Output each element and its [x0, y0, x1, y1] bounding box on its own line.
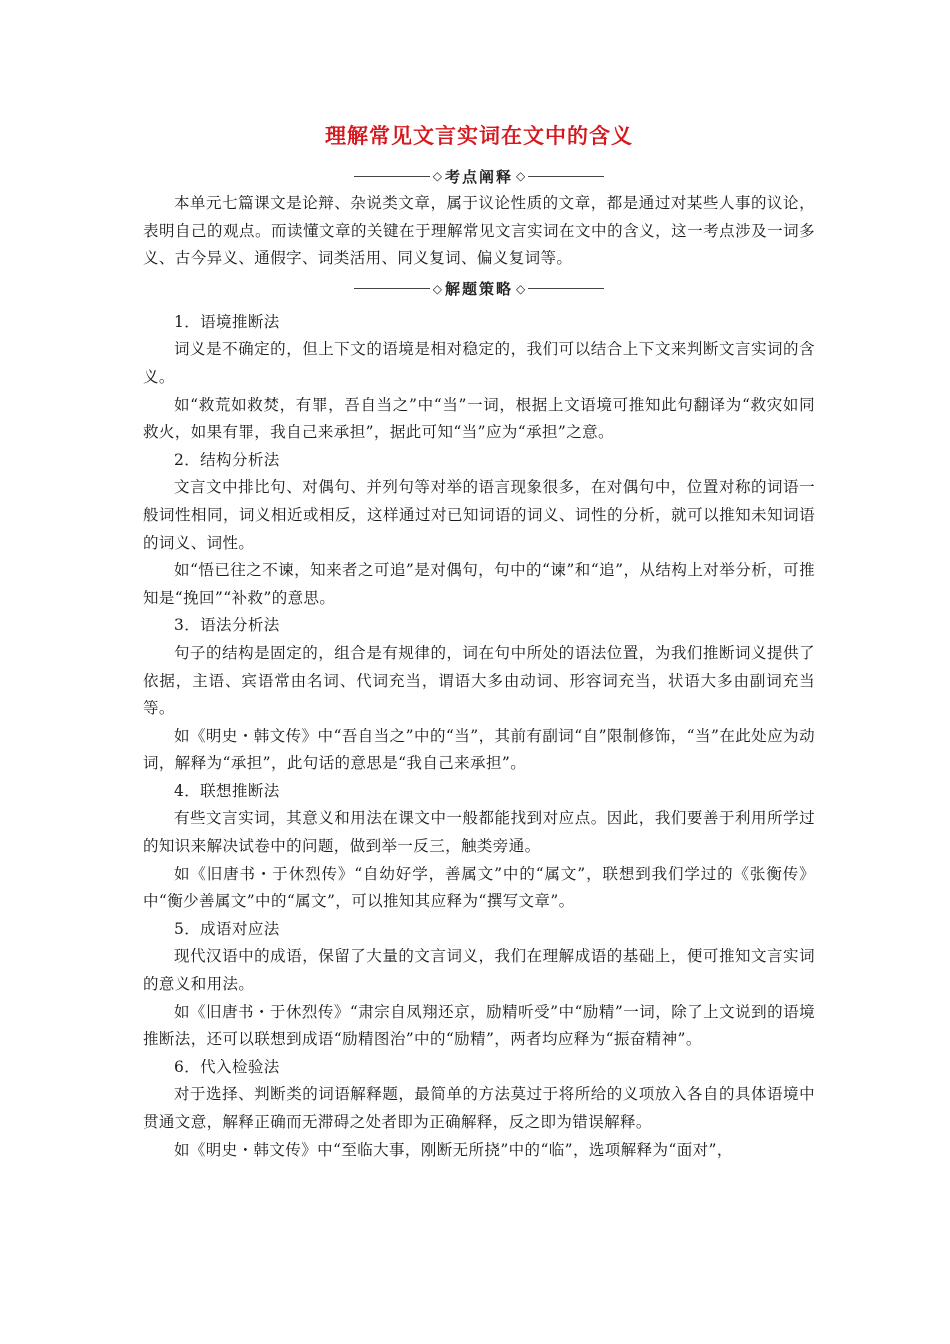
intro-paragraph: 本单元七篇课文是论辩、杂说类文章，属于议论性质的文章，都是通过对某些人事的议论，表明自己的观点。而读懂文章的关键在于理解常见文言实词在文中的含义，这一考点涉及一词多义、古今异义、通假字、词类活用、同义复词、偏义复词等。 [143, 194, 815, 268]
diamond-icon: ◇ [432, 169, 442, 183]
document-page [143, 118, 815, 1164]
method-paragraph: 如“悟已往之不谏，知来者之可追”是对偶句，句中的“谏”和“追”，从结构上对举分析，可推知是“挽回”“补救”的意思。 [143, 561, 815, 607]
diamond-icon: ◇ [516, 169, 526, 183]
method-paragraph: 如《旧唐书・于休烈传》“肃宗自凤翔还京，励精听受”中“励精”一词，除了上文说到的语境推断法，还可以联想到成语“励精图治”中的“励精”，两者均应释为“振奋精神”。 [143, 1002, 815, 1049]
method-paragraph: 如《明史・韩文传》中“至临大事，刚断无所挠”中的“临”，选项解释为“面对”， [174, 1140, 733, 1159]
heading-rule-right [528, 288, 604, 289]
method-paragraph: 文言文中排比句、对偶句、并列句等对举的语言现象很多，在对偶句中，位置对称的词语一般词性相同，词义相近或相反，这样通过对已知词语的词义、词性的分析，就可以推知未知词语的词义、词性。 [143, 478, 815, 552]
method-title: 4．联想推断法 [174, 781, 280, 800]
method-list [143, 309, 815, 1164]
method-title: 2．结构分析法 [174, 450, 280, 469]
method-title: 1．语境推断法 [174, 312, 280, 331]
method-paragraph: 句子的结构是固定的，组合是有规律的，词在句中所处的语法位置，为我们推断词义提供了依据，主语、宾语常由名词、代词充当，谓语大多由动词、形容词充当，状语大多由副词充当等。 [143, 643, 815, 718]
method-paragraph: 对于选择、判断类的词语解释题，最简单的方法莫过于将所给的义项放入各自的具体语境中贯通文意，解释正确而无滞碍之处者即为正确解释，反之即为错误解释。 [143, 1085, 815, 1131]
method-paragraph: 词义是不确定的，但上下文的语境是相对稳定的，我们可以结合上下文来判断文言实词的含义。 [143, 340, 815, 386]
document-title: 理解常见文言实词在文中的含义 [325, 123, 633, 148]
method-paragraph: 现代汉语中的成语，保留了大量的文言词义，我们在理解成语的基础上，便可推知文言实词的意义和用法。 [143, 947, 815, 994]
method-paragraph: 有些文言实词，其意义和用法在课文中一般都能找到对应点。因此，我们要善于利用所学过的知识来解决试卷中的问题，做到举一反三，触类旁通。 [143, 809, 815, 856]
method-paragraph: 如“救荒如救焚，有罪，吾自当之”中“当”一词，根据上文语境可推知此句翻译为“救灾如同救火，如果有罪，我自己来承担”，据此可知“当”应为“承担”之意。 [143, 395, 815, 442]
method-paragraph: 如《明史・韩文传》中“吾自当之”中的“当”，其前有副词“自”限制修饰，“当”在此处应为动词，解释为“承担”，此句话的意思是“我自己来承担”。 [143, 726, 815, 773]
heading-rule-right [528, 176, 604, 177]
diamond-icon: ◇ [516, 281, 526, 296]
heading-rule-left [354, 176, 430, 177]
heading-rule-left [354, 288, 430, 289]
section-heading-jieti [143, 275, 815, 303]
diamond-icon: ◇ [432, 281, 442, 296]
method-title: 5．成语对应法 [174, 919, 280, 938]
section-heading-text: 解题策略 [444, 280, 513, 299]
section-heading-kaodian [143, 162, 815, 190]
method-title: 3．语法分析法 [174, 616, 280, 635]
section-heading-text: 考点阐释 [444, 167, 513, 186]
method-title: 6．代入检验法 [174, 1057, 280, 1076]
method-paragraph: 如《旧唐书・于休烈传》“自幼好学，善属文”中的“属文”，联想到我们学过的《张衡传》中“衡少善属文”中的“属文”，可以推知其应释为“撰写文章”。 [143, 864, 815, 911]
